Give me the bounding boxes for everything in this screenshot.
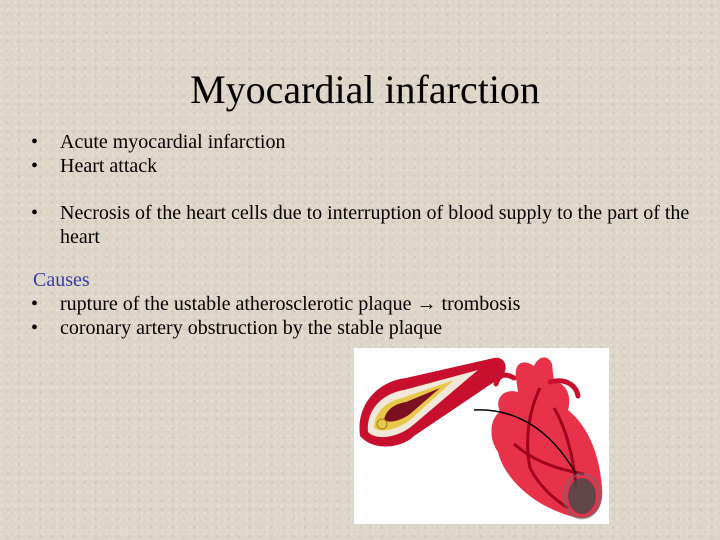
causes-heading: Causes xyxy=(33,269,90,291)
heart-shape xyxy=(491,357,602,518)
bullet-item xyxy=(31,154,720,178)
bullet-item xyxy=(31,201,720,249)
bullet-text: Heart attack xyxy=(60,155,158,177)
bullet-text: Acute myocardial infarction xyxy=(60,131,286,153)
bullet-list-definitions xyxy=(31,130,720,178)
heart-illustration xyxy=(354,348,609,524)
bullet-item xyxy=(31,316,720,340)
bullet-glyph: • xyxy=(31,317,39,339)
bullet-item xyxy=(31,292,720,316)
bullet-glyph: • xyxy=(31,202,39,224)
artery-cross-section xyxy=(359,358,505,447)
bullet-glyph: • xyxy=(31,293,39,315)
heart-attack-diagram xyxy=(354,348,609,524)
bullet-list-causes xyxy=(31,292,720,340)
bullet-list-description xyxy=(31,201,720,249)
bullet-text: Necrosis of the heart cells due to interruption of blood supply to the part of the heart xyxy=(60,202,690,248)
bullet-glyph: • xyxy=(31,155,39,177)
bullet-glyph: • xyxy=(31,131,39,153)
slide-title: Myocardial infarction xyxy=(190,67,540,112)
bullet-text: rupture of the ustable atherosclerotic plaque → trombosis xyxy=(60,293,521,315)
bullet-text: coronary artery obstruction by the stable plaque xyxy=(60,317,443,339)
bullet-item xyxy=(31,130,720,154)
